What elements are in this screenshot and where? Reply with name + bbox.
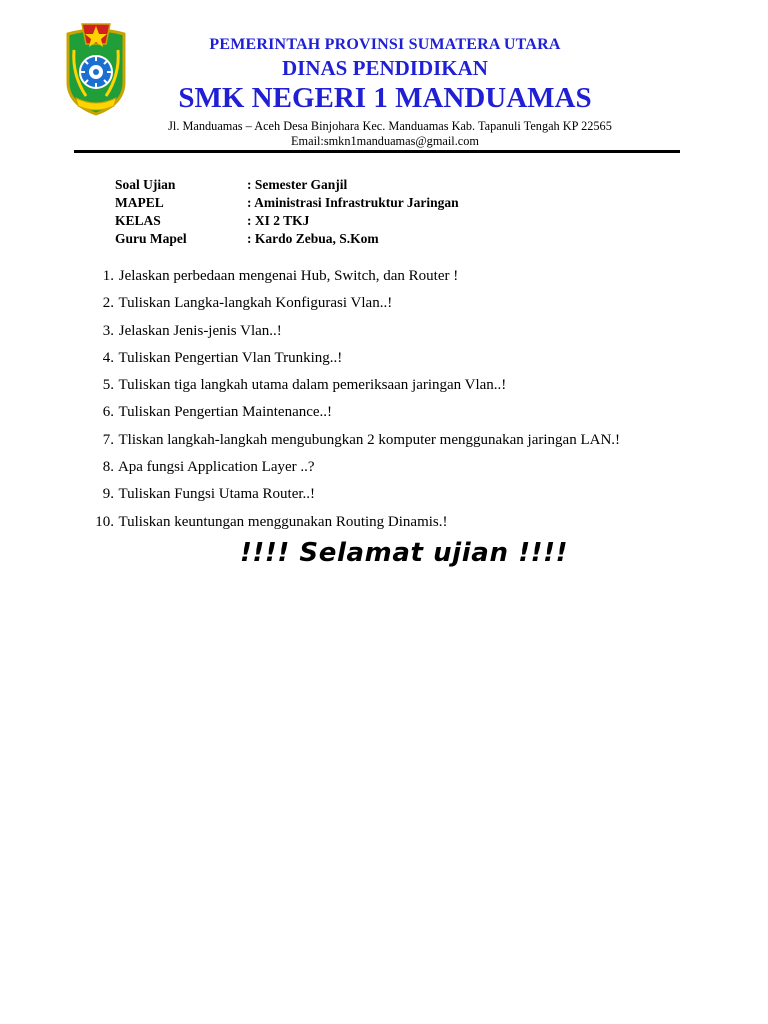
question-item (90, 430, 620, 457)
question-number: 3. (102, 322, 114, 339)
info-value: : Aministrasi Infrastruktur Jaringan (247, 195, 459, 210)
question-number: 10. (95, 513, 114, 530)
info-value: : XI 2 TKJ (247, 213, 310, 228)
question-list (90, 266, 620, 539)
info-value: : Kardo Zebua, S.Kom (247, 231, 379, 246)
question-text: Tuliskan Pengertian Vlan Trunking..! (118, 349, 343, 366)
question-item (90, 375, 620, 402)
government-title: PEMERINTAH PROVINSI SUMATERA UTARA (209, 36, 561, 53)
question-text: Tuliskan keuntungan menggunakan Routing Dinamis.! (118, 513, 448, 530)
question-number: 1. (102, 268, 114, 284)
info-row (115, 195, 459, 213)
question-text: Tuliskan Langka-langkah Konfigurasi Vlan..! (118, 295, 393, 312)
question-item (90, 321, 620, 348)
info-row (115, 231, 459, 249)
question-text: Jelaskan perbedaan mengenai Hub, Switch, dan Router ! (118, 268, 459, 284)
question-item (90, 293, 620, 320)
question-number: 5. (102, 377, 114, 394)
exam-info-table (115, 177, 459, 249)
question-number: 9. (102, 486, 114, 503)
question-item (90, 484, 620, 511)
provincial-emblem-icon (62, 20, 130, 118)
school-title: SMK NEGERI 1 MANDUAMAS (178, 82, 592, 114)
question-number: 7. (102, 431, 114, 448)
question-number: 2. (102, 295, 114, 312)
info-row (115, 213, 459, 231)
office-title: DINAS PENDIDIKAN (282, 56, 488, 80)
school-address: Jl. Manduamas – Aceh Desa Binjohara Kec. Manduamas Kab. Tapanuli Tengah KP 22565 (168, 119, 612, 133)
question-number: 8. (102, 459, 114, 476)
question-item (90, 457, 620, 484)
question-text: Tuliskan Pengertian Maintenance..! (118, 404, 333, 421)
question-text: Jelaskan Jenis-jenis Vlan..! (118, 322, 282, 339)
question-text: Apa fungsi Application Layer ..? (117, 459, 315, 476)
question-text: Tuliskan Fungsi Utama Router..! (118, 486, 316, 503)
question-number: 6. (102, 404, 114, 421)
question-item (90, 266, 620, 293)
question-text: Tuliskan tiga langkah utama dalam pemeriksaan jaringan Vlan..! (118, 377, 507, 394)
info-label: MAPEL (115, 195, 164, 210)
info-label: Soal Ujian (115, 177, 176, 192)
info-label: Guru Mapel (115, 231, 187, 246)
question-item (90, 348, 620, 375)
question-item (90, 512, 620, 539)
question-number: 4. (102, 349, 114, 366)
info-label: KELAS (115, 213, 161, 228)
school-email: Email:smkn1manduamas@gmail.com (291, 134, 479, 148)
info-row (115, 177, 459, 195)
question-text: Tliskan langkah-langkah mengubungkan 2 komputer menggunakan jaringan LAN.! (118, 431, 621, 448)
closing-message: !!!! Selamat ujian !!!! (239, 538, 569, 568)
header-divider (74, 150, 680, 153)
info-value: : Semester Ganjil (247, 177, 348, 192)
question-item (90, 402, 620, 429)
